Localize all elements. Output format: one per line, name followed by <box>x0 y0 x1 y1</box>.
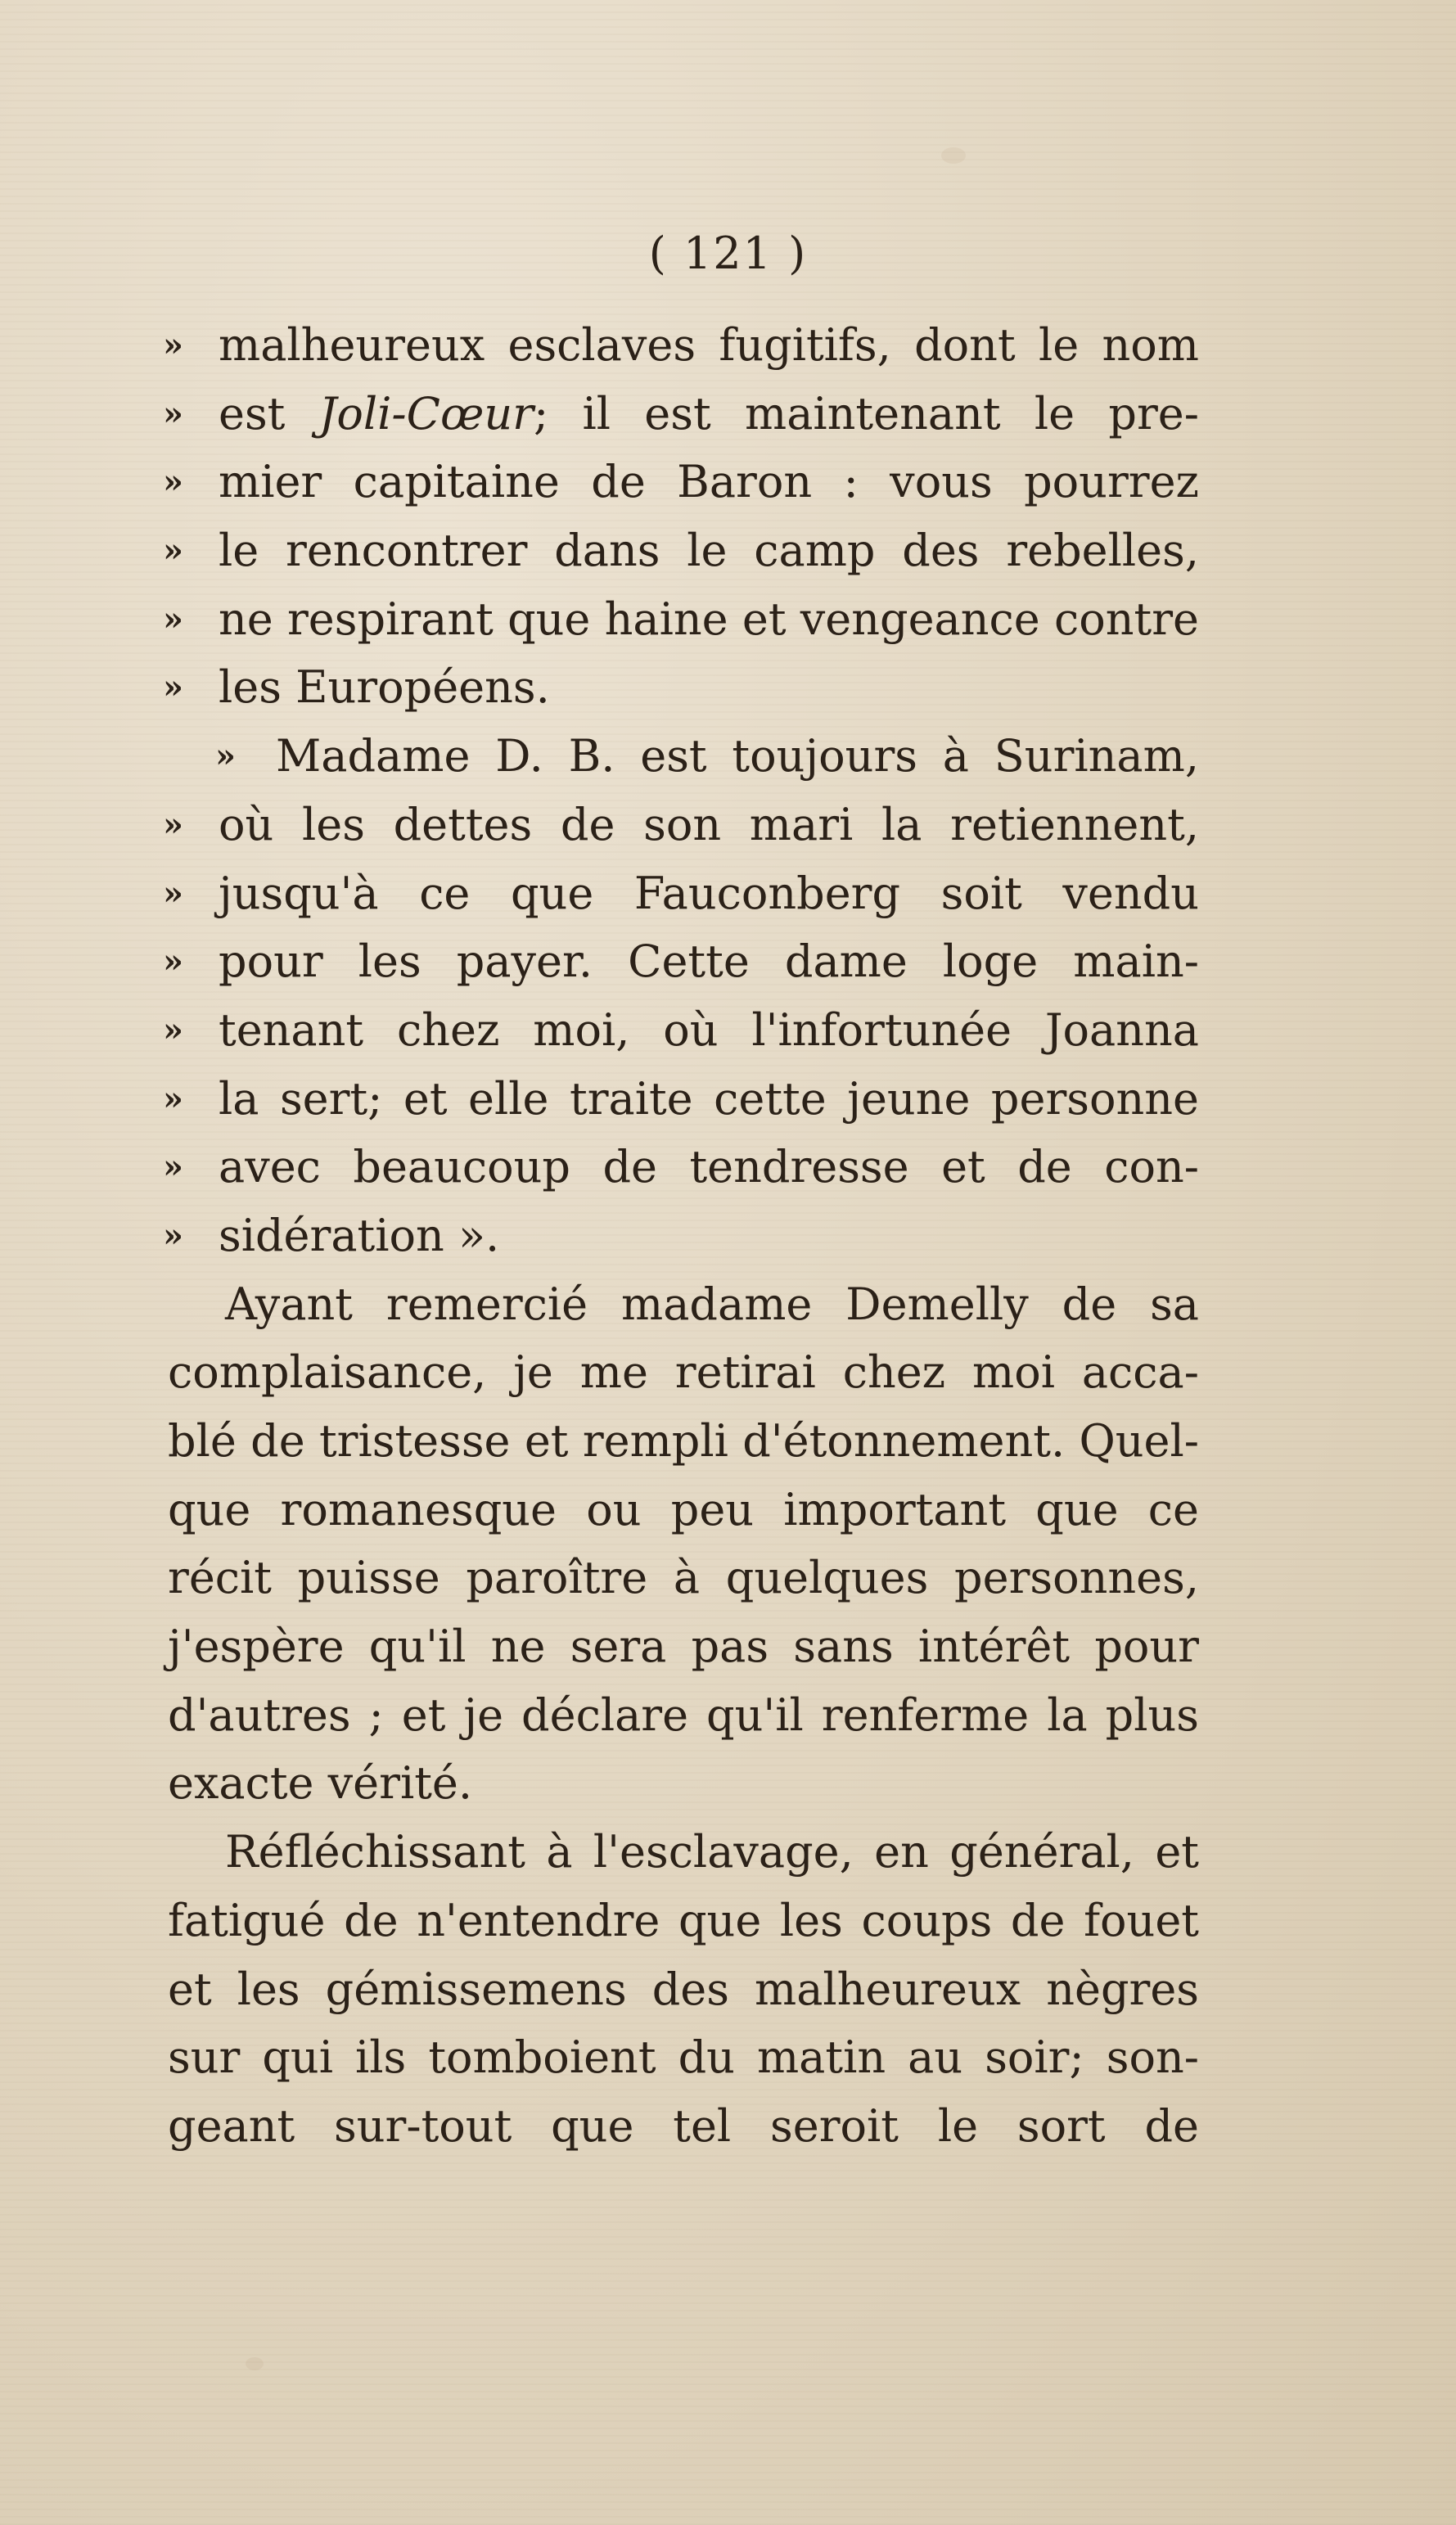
text-line <box>163 311 1199 380</box>
text-line <box>163 380 1199 449</box>
body-text <box>163 311 1199 2161</box>
line-text: Madame D. B. est toujours à Surinam, <box>276 730 1199 782</box>
text-line <box>163 1133 1199 1202</box>
quote-mark: » <box>163 1148 183 1187</box>
quote-mark: » <box>163 873 183 913</box>
line-text: complaisance, je me retirai chez moi acca- <box>168 1346 1199 1399</box>
line-text: d'autres ; et je déclare qu'il renferme la plus <box>168 1689 1199 1741</box>
line-text: mier capitaine de Baron : vous pourrez <box>219 456 1199 508</box>
quote-mark: » <box>163 1215 183 1255</box>
text-line <box>163 927 1199 996</box>
quote-mark: » <box>163 462 183 502</box>
line-text: ne respirant que haine et vengeance contre <box>219 593 1199 645</box>
page-number: ( 121 ) <box>648 228 808 279</box>
line-text: pour les payer. Cette dame loge main- <box>219 936 1199 988</box>
line-text: le rencontrer dans le camp des rebelles, <box>219 525 1199 577</box>
quote-mark: » <box>163 805 183 844</box>
text-line <box>163 516 1199 585</box>
line-text: la sert; et elle traite cette jeune personne <box>219 1072 1199 1125</box>
text-line <box>168 2092 1199 2161</box>
text-line <box>168 1749 1199 1818</box>
text-line <box>163 791 1199 859</box>
line-text: et les gémissemens des malheureux nègres <box>168 1963 1199 2015</box>
text-line <box>168 2023 1199 2092</box>
text-line <box>163 653 1199 722</box>
quote-mark: » <box>163 668 183 707</box>
quote-mark: » <box>163 1079 183 1118</box>
quote-mark: » <box>163 1010 183 1049</box>
line-text: geant sur-tout que tel seroit le sort de <box>168 2099 1199 2152</box>
line-text: fatigué de n'entendre que les coups de fouet <box>168 1894 1199 1946</box>
quote-mark: » <box>215 737 236 776</box>
text-line <box>168 1407 1199 1476</box>
text-line <box>163 1065 1199 1134</box>
line-text: est <box>219 387 319 440</box>
text-line <box>168 722 1199 791</box>
text-line <box>168 1955 1199 2024</box>
text-line <box>168 1544 1199 1612</box>
line-text: les Européens. <box>219 661 550 714</box>
paper-stain <box>941 147 966 164</box>
quote-mark: » <box>163 326 183 364</box>
line-text: Réfléchissant à l'esclavage, en général, et <box>225 1826 1199 1878</box>
text-line <box>163 585 1199 654</box>
line-text: malheureux esclaves fugitifs, dont le nom <box>219 319 1199 371</box>
text-line <box>163 448 1199 516</box>
line-text: sidération ». <box>219 1209 500 1261</box>
line-text: que romanesque ou peu important que ce <box>168 1483 1199 1535</box>
line-text: blé de tristesse et rempli d'étonnement. Quel- <box>168 1415 1199 1467</box>
quote-mark: » <box>163 599 183 638</box>
quote-mark: » <box>163 531 183 570</box>
text-line <box>163 1202 1199 1270</box>
text-line <box>168 1818 1199 1887</box>
line-text: Ayant remercié madame Demelly de sa <box>225 1278 1199 1330</box>
line-text: sur qui ils tomboient du matin au soir; son- <box>168 2031 1199 2084</box>
text-line <box>168 1887 1199 1955</box>
text-line <box>163 996 1199 1065</box>
text-line <box>168 1270 1199 1339</box>
line-text: exacte vérité. <box>168 1757 473 1810</box>
line-text: avec beaucoup de tendresse et de con- <box>219 1141 1199 1193</box>
paper-stain <box>246 2357 264 2370</box>
text-line <box>168 1612 1199 1681</box>
text-line <box>168 1338 1199 1407</box>
line-text: jusqu'à ce que Fauconberg soit vendu <box>219 867 1199 919</box>
quote-mark: » <box>163 942 183 981</box>
text-line <box>163 859 1199 928</box>
line-text: tenant chez moi, où l'infortunée Joanna <box>219 1003 1199 1056</box>
text-line <box>168 1681 1199 1750</box>
text-line <box>168 1476 1199 1544</box>
line-text: récit puisse paroître à quelques personnes, <box>168 1552 1199 1604</box>
line-text: ; il est maintenant le pre- <box>533 387 1199 440</box>
quote-mark: » <box>163 394 183 433</box>
italic-name: Joli-Cœur <box>318 387 534 440</box>
line-text: j'espère qu'il ne sera pas sans intérêt pour <box>168 1621 1199 1673</box>
line-text: où les dettes de son mari la retiennent, <box>219 798 1199 850</box>
